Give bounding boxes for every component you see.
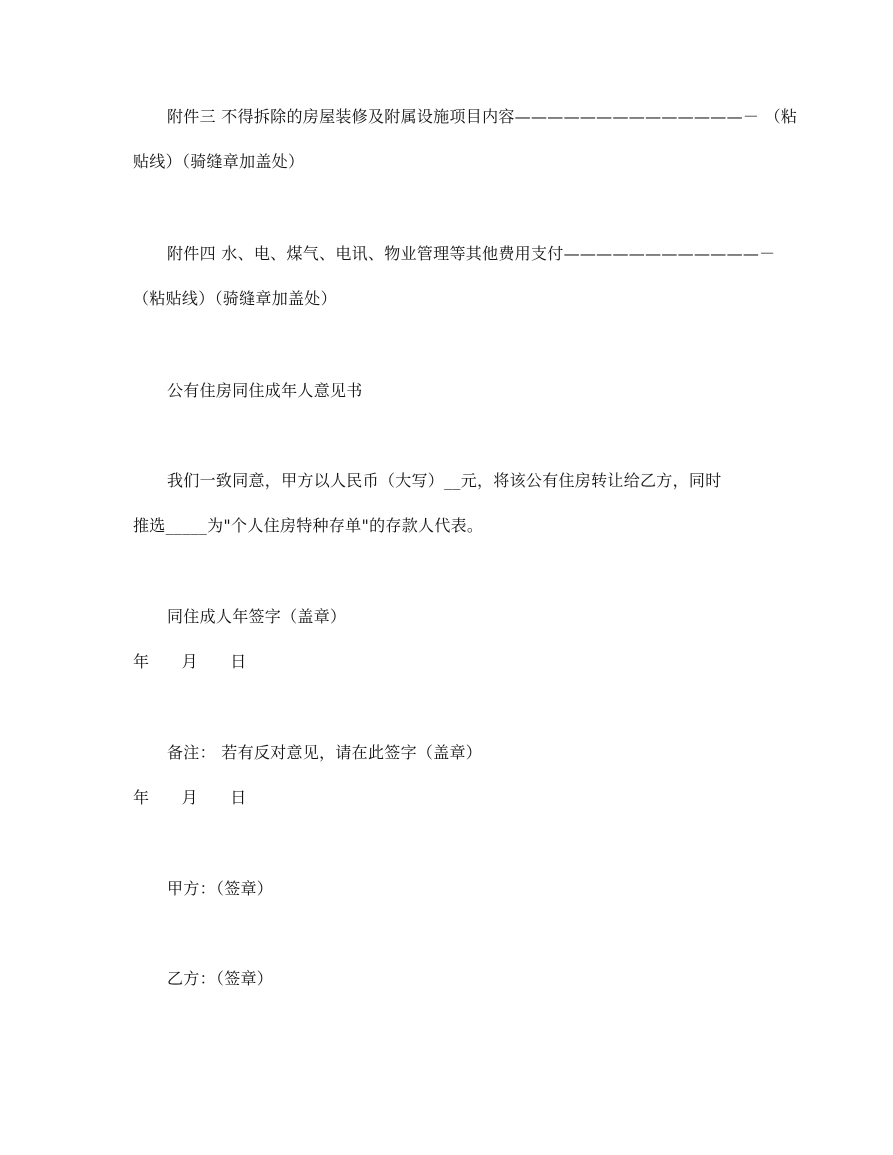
- party-a-signature: 甲方：（签章）: [167, 879, 274, 898]
- opinion-line-1: 我们一致同意，甲方以人民币（大写）__元，将该公有住房转让给乙方，同时: [167, 471, 722, 490]
- attachment-4-line-2: （粘贴线）（骑缝章加盖处）: [133, 289, 337, 308]
- date-line-2: 年 月 日: [133, 788, 247, 807]
- attachment-3-line-2: 贴线）（骑缝章加盖处）: [133, 152, 305, 171]
- attachment-4-line-1: 附件四 水、电、煤气、电讯、物业管理等其他费用支付————————————－: [167, 244, 776, 263]
- party-b-signature: 乙方：（签章）: [167, 969, 274, 988]
- attachment-3-line-1: 附件三 不得拆除的房屋装修及附属设施项目内容——————————————－ （粘: [167, 107, 798, 126]
- cohabitant-signature-line: 同住成人年签字（盖章）: [167, 607, 347, 626]
- opinion-title: 公有住房同住成年人意见书: [167, 381, 363, 400]
- remark-line: 备注： 若有反对意见，请在此签字（盖章）: [167, 743, 483, 762]
- opinion-line-2: 推选_____为"个人住房特种存单"的存款人代表。: [133, 516, 484, 535]
- date-line-1: 年 月 日: [133, 652, 247, 671]
